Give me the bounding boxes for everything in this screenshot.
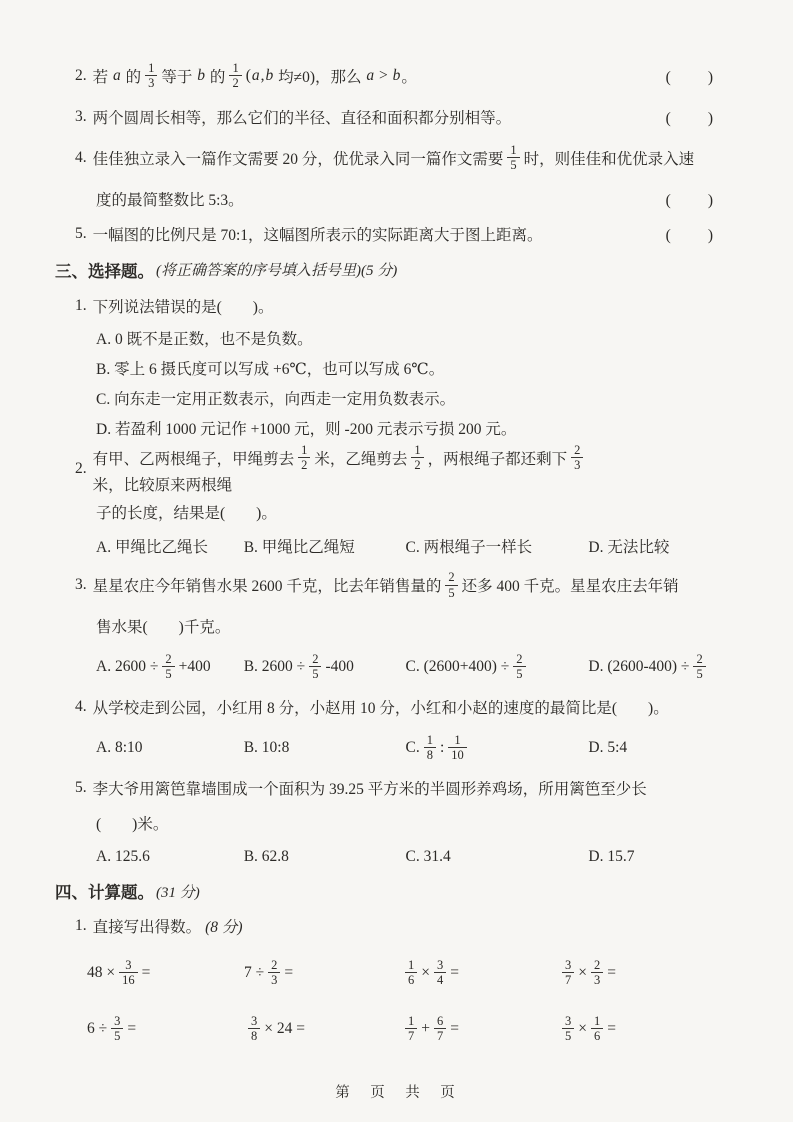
option-b [96,357,444,379]
text-segment: A. 8:10 [96,738,143,756]
text-segment: 等于 [161,68,197,86]
question-number: 1. [75,917,87,935]
fraction [145,61,157,91]
fraction-denominator: 5 [309,666,321,681]
fraction-denominator: 5 [693,666,705,681]
question-text [93,777,647,799]
text-segment: 的 [121,68,142,86]
fraction-denominator: 5 [162,666,174,681]
text-segment: = [127,1019,137,1037]
question-line [75,99,715,134]
text-segment: 时，则佳佳和优优录入速 [523,150,695,168]
fraction [405,1014,417,1044]
fraction-numerator: 3 [565,1013,572,1028]
option-c [406,535,589,557]
option-c [406,848,589,866]
fraction-numerator: 1 [594,1013,601,1028]
option-d [588,535,715,557]
equation-8 [558,1014,715,1044]
question-number: 2. [75,66,87,84]
text-segment: A. 0 既不是正数，也不是负数。 [96,331,313,348]
fraction-numerator: 1 [426,732,433,747]
fraction-numerator: 3 [114,1013,121,1028]
fraction [591,1014,603,1044]
judge-question-3 [55,99,715,134]
text-segment: +400 [178,657,211,675]
equation-3 [401,958,558,988]
fraction-numerator: 1 [408,957,415,972]
fraction [434,1014,446,1044]
question-line [75,134,715,181]
calc-section-header [55,873,715,910]
question-line [75,288,715,323]
fraction [693,652,705,682]
fraction [229,61,241,91]
text-segment: 子的长度，结果是( )。 [96,505,277,523]
text-segment: : [439,738,445,756]
equation-1 [87,958,244,988]
question-number: 2. [75,459,87,477]
judge-question-5 [55,216,715,251]
fraction-numerator: 3 [125,957,132,972]
text-segment: B. 62.8 [243,847,289,865]
text-segment: 李大爷用篱笆靠墙围成一个面积为 39.25 平方米的半圆形养鸡场，所用篱笆至少长 [92,781,647,799]
fraction-denominator: 2 [411,457,423,472]
choice-question-4 [55,690,715,771]
question-text [93,61,417,91]
fraction [309,652,321,682]
fraction [424,733,436,763]
text-segment: C. (2600+400) ÷ [405,657,510,675]
text-segment: 售水果( )千克。 [96,619,231,637]
option-a [96,535,244,557]
option-row [75,413,715,443]
question-text [93,443,715,495]
question-line-continuation [75,181,715,216]
fraction-denominator: 6 [405,972,417,987]
fraction-denominator: 4 [434,972,446,987]
choice-question-1 [55,288,715,443]
question-line [75,52,715,99]
text-segment: D. (2600-400) ÷ [588,657,690,675]
page-footer: 第 页 共 页 [335,1085,458,1101]
section-note: (31 分) [156,884,200,901]
fraction [445,570,457,600]
fraction-denominator: 3 [571,457,583,472]
question-text [93,696,669,718]
fraction-numerator: 1 [232,60,239,75]
option-a [96,739,244,757]
choice-question-5 [55,771,715,873]
text-segment: + [421,1019,430,1037]
option-d [96,417,516,439]
fraction-denominator: 5 [445,585,457,600]
question-text [93,570,679,600]
equations-row-1 [55,947,715,999]
text-segment: ( [245,66,251,84]
text-segment: 度的最简整数比 5:3。 [96,191,244,209]
choice-question-3 [55,562,715,690]
math-variable: a [251,66,260,84]
fraction [562,958,574,988]
option-row [75,353,715,383]
text-segment: = [607,963,616,981]
text-segment: 一幅图的比例尺是 70:1，这幅图所表示的实际距离大于图上距离。 [92,226,543,244]
question-line-continuation [75,495,715,530]
text-segment: 米，比较原来两根绳 [92,476,233,494]
equation-4 [558,958,715,988]
option-b [244,652,406,682]
math-variable: b [265,66,274,84]
fraction [268,958,280,988]
question-text [93,295,274,317]
choice-section-header [55,251,715,288]
fraction-numerator: 1 [301,443,308,457]
text-segment: B. 零上 6 摄氏度可以写成 +6℃，也可以写成 6℃。 [96,361,445,378]
text-segment: × [578,963,587,981]
fraction-numerator: 2 [165,651,172,666]
text-segment: 48 × [87,963,116,981]
option-row [75,383,715,413]
math-variable: a [113,66,121,84]
fraction-numerator: 1 [414,443,421,457]
question-line-continuation [75,609,715,644]
fraction-denominator: 5 [507,157,519,172]
fraction-denominator: 16 [119,972,138,987]
fraction [248,1014,260,1044]
option-b [244,739,406,757]
question-line [75,443,715,495]
text-segment: 佳佳独立录入一篇作文需要 20 分，优优录入同一篇作文需要 [92,150,504,168]
fraction-numerator: 2 [696,651,703,666]
text-segment: = [450,963,459,981]
question-number: 4. [75,148,87,166]
text-segment: A. 2600 ÷ [96,657,159,675]
equations-row-2 [55,1003,715,1055]
text-segment: × [421,963,430,981]
math-variable: b [392,66,401,84]
fraction-numerator: 1 [454,732,461,747]
text-segment: D. 无法比较 [588,538,670,556]
question-text [96,188,244,210]
text-segment: , [260,66,265,84]
question-number: 5. [75,224,87,242]
text-segment: 米，乙绳剪去 [314,450,408,468]
fraction-denominator: 3 [145,75,157,90]
fraction-denominator: 7 [562,972,574,987]
section-note: (将正确答案的序号填入括号里)(5 分) [156,263,398,279]
fraction [119,958,138,988]
text-segment: = [450,1019,459,1037]
fraction [434,958,446,988]
text-segment: 星星农庄今年销售水果 2600 千克，比去年销售量的 [92,578,442,596]
question-text [96,812,168,834]
option-b [244,848,406,866]
fraction [513,652,525,682]
fraction-numerator: 3 [437,957,444,972]
question-line [75,562,715,609]
question-text [93,223,543,245]
answer-bracket: ( ) [665,191,715,209]
fraction [405,958,417,988]
text-segment: 6 ÷ [87,1019,108,1037]
equation-5 [87,1014,244,1044]
question-number: 3. [75,107,87,125]
text-segment: C. 两根绳子一样长 [405,538,533,556]
text-segment: > [375,66,392,84]
question-line [75,216,715,251]
text-segment: 7 ÷ [244,963,265,981]
text-segment: ，两根绳子都还剩下 [427,450,568,468]
text-segment: × [578,1019,587,1037]
text-segment: A. 甲绳比乙绳长 [96,538,208,556]
fraction [162,652,174,682]
options-row [75,530,715,562]
question-text [96,501,277,523]
question-text [96,615,230,637]
question-number: 3. [75,576,87,594]
text-segment: × 24 = [264,1019,305,1037]
fraction-denominator: 5 [513,666,525,681]
option-c [406,733,589,763]
fraction-numerator: 1 [148,60,155,75]
fraction-denominator: 2 [229,75,241,90]
text-segment: = [141,963,151,981]
text-segment: 。 [401,68,417,86]
text-segment: C. 向东走一定用正数表示，向西走一定用负数表示。 [96,391,456,408]
text-segment: C. [405,738,420,756]
options-row [75,644,715,690]
choice-question-2 [55,443,715,562]
answer-bracket: ( ) [665,109,715,127]
equation-7 [401,1014,558,1044]
fraction [591,958,603,988]
fraction-numerator: 6 [437,1013,444,1028]
equation-6 [244,1014,401,1044]
fraction-denominator: 5 [111,1028,123,1043]
section-title: 三、选择题。 [55,261,154,281]
fraction-denominator: 3 [268,972,280,987]
math-variable: a [366,66,375,84]
fraction-denominator: 10 [448,747,467,762]
equation-2 [244,958,401,988]
choice-section [55,251,715,873]
fraction [562,1014,574,1044]
question-number: 1. [75,296,87,314]
subsection-label: 直接写出得数。 [92,919,202,937]
text-segment: D. 15.7 [588,847,635,865]
text-segment: B. 2600 ÷ [243,657,306,675]
fraction [571,443,583,473]
text-segment: D. 5:4 [588,738,628,756]
fraction-numerator: 3 [251,1013,258,1028]
question-text [93,143,695,173]
fraction-numerator: 2 [516,651,523,666]
fraction [298,443,310,473]
question-text [93,106,512,128]
option-c [96,387,455,409]
option-d [588,739,715,757]
options-row [75,725,715,771]
answer-bracket: ( ) [665,68,715,86]
fraction-numerator: 2 [594,957,601,972]
fraction-denominator: 7 [434,1028,446,1043]
fraction-numerator: 1 [510,142,517,157]
fraction-denominator: 3 [591,972,603,987]
question-line [75,771,715,806]
calc-subsection-header [55,910,715,943]
fraction-denominator: 6 [591,1028,603,1043]
option-a [96,848,244,866]
question-number: 4. [75,698,87,716]
fraction [111,1014,123,1044]
question-line-continuation [75,806,715,841]
text-segment: C. 31.4 [405,847,451,865]
option-a [96,327,313,349]
text-segment: B. 10:8 [243,738,290,756]
text-segment: A. 125.6 [96,847,150,865]
fraction-denominator: 7 [405,1028,417,1043]
fraction-denominator: 2 [298,457,310,472]
question-line [75,690,715,725]
text-segment: -400 [325,657,354,675]
text-segment: 若 [92,68,113,86]
section-title: 四、计算题。 [55,883,154,903]
subsection-points: (8 分) [205,919,243,937]
text-segment: ( )米。 [96,816,169,834]
text-segment: 有甲、乙两根绳子，甲绳剪去 [92,450,295,468]
question-number: 5. [75,779,87,797]
option-d [588,652,715,682]
text-segment: D. 若盈利 1000 元记作 +1000 元，则 -200 元表示亏损 200 元。 [96,421,517,438]
fraction-numerator: 1 [408,1013,415,1028]
answer-bracket: ( ) [665,226,715,244]
text-segment: = [607,1019,616,1037]
judge-section [55,52,715,251]
option-c [406,652,589,682]
option-a [96,652,244,682]
fraction-denominator: 8 [248,1028,260,1043]
fraction-numerator: 2 [448,570,455,585]
fraction-numerator: 2 [312,651,319,666]
fraction [448,733,467,763]
fraction-denominator: 5 [562,1028,574,1043]
judge-question-2 [55,52,715,99]
fraction-numerator: 2 [271,957,278,972]
text-segment: B. 甲绳比乙绳短 [243,538,355,556]
option-d [588,848,715,866]
option-b [244,535,406,557]
calc-section [55,873,715,1055]
judge-question-4 [55,134,715,216]
fraction-numerator: 2 [574,443,581,457]
text-segment: 均≠0)，那么 [274,68,366,86]
text-segment: 还多 400 千克。星星农庄去年销 [461,578,679,596]
text-segment: = [284,963,294,981]
fraction-numerator: 3 [565,957,572,972]
math-variable: b [197,66,206,84]
options-row [75,841,715,873]
fraction-denominator: 8 [424,747,436,762]
text-segment: 两个圆周长相等，那么它们的半径、直径和面积都分别相等。 [92,109,512,127]
text-segment: 的 [206,68,226,86]
option-row [75,323,715,353]
text-segment: 从学校走到公园，小红用 8 分，小赵用 10 分，小红和小赵的速度的最简比是( )。 [92,700,669,718]
fraction [507,143,519,173]
fraction [411,443,423,473]
text-segment: 下列说法错误的是( )。 [92,298,274,316]
